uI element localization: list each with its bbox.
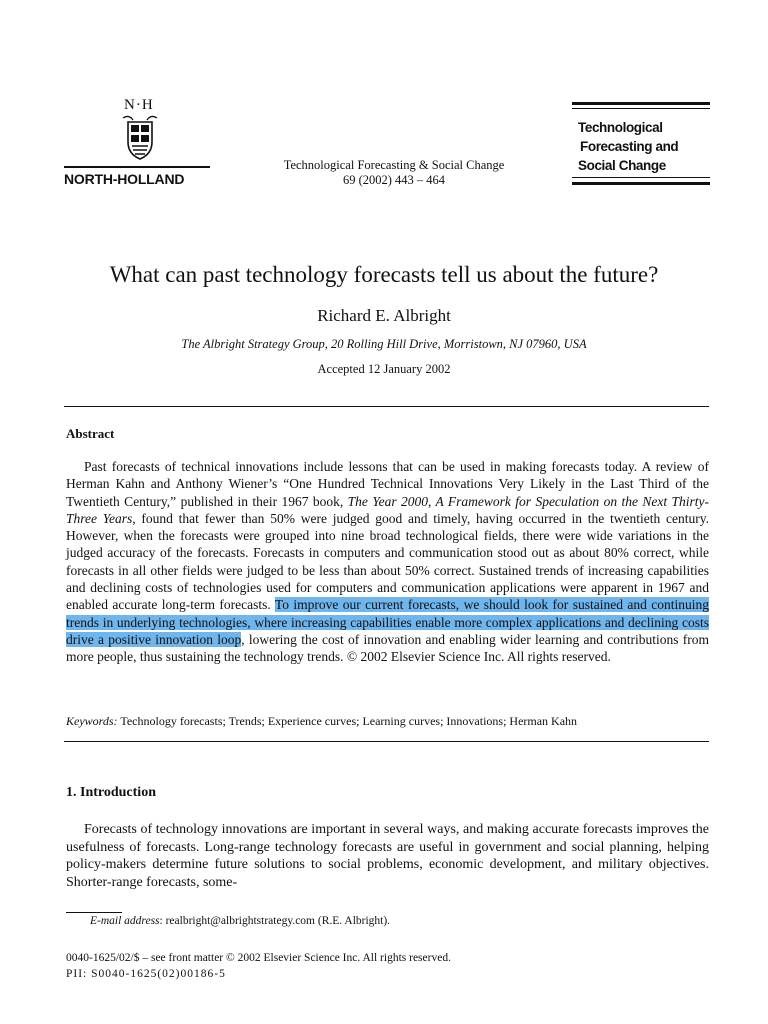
author-affiliation: The Albright Strategy Group, 20 Rolling Hill Drive, Morristown, NJ 07960, USA — [181, 337, 587, 351]
article-author: Richard E. Albright — [317, 306, 451, 325]
divider-top — [64, 406, 709, 407]
abstract-heading: Abstract — [66, 426, 115, 441]
publisher-monogram — [124, 98, 154, 112]
publisher-rule — [64, 166, 210, 168]
article-title: What can past technology forecasts tell us about the future? — [109, 262, 659, 287]
keywords-line — [66, 714, 709, 729]
footnote-rule — [66, 912, 122, 913]
logo-line-3: Social Change — [578, 158, 666, 173]
divider-bottom — [64, 741, 709, 742]
footnote-label: E-mail address — [90, 915, 160, 927]
publisher-emblem-icon — [119, 112, 161, 162]
logo-line-2: Forecasting and — [580, 139, 679, 154]
journal-volume: 69 (2002) 443 – 464 — [342, 173, 446, 187]
footnote-email[interactable]: : realbright@albrightstrategy.com (R.E. Albright). — [159, 915, 391, 927]
keywords-label: Keywords: — [66, 714, 118, 728]
introduction-paragraph: Forecasts of technology innovations are important in several ways, and making accurate forecasts improves the usefulness of forecasts. Long-range technology forecasts are useful in government and social planning, helping policy-makers determine future solutions to social problems, economic development, and military objectives. Shorter-range forecasts, some- — [66, 822, 709, 890]
footnote — [90, 915, 390, 927]
journal-name: Technological Forecasting & Social Change — [283, 158, 505, 172]
publisher-name: NORTH-HOLLAND — [64, 171, 185, 187]
keywords-list: Technology forecasts; Trends; Experience curves; Learning curves; Innovations; Herman Kahn — [120, 714, 578, 728]
front-matter — [66, 950, 451, 982]
abstract-body — [66, 458, 709, 666]
abstract-paragraph — [66, 458, 709, 666]
copyright-line: 0040-1625/02/$ – see front matter © 2002 Elsevier Science Inc. All rights reserved. — [66, 952, 451, 964]
introduction-body — [66, 821, 709, 891]
logo-rule-bottom — [572, 182, 710, 185]
journal-logo-title — [578, 118, 678, 175]
abstract-text-2: , found that fewer than 50% were judged good and timely, having occurred in the twentieth century. However, when the forecasts were grouped into nine broad technological fields, there were wide variations in the judged accuracy of the forecasts. Forecasts in computers and communication stood out as about 80% correct, while forecasts in all other fields were judged to be less than about 50% correct. Sustained trends of increasing capabilities and declining costs of technologies used for computers and communication applications were apparent in 1967 and enabled accurate long-term forecasts. — [66, 510, 709, 613]
highlighted-selection[interactable]: To improve our current forecasts, we should look for sustained and continuing trends in underlying technologies, where increasing capabilities enable more complex applications and declining costs drive a positive innovation loop — [66, 597, 709, 647]
logo-line-1: Technological — [578, 120, 663, 135]
logo-rule-top-thin — [572, 108, 710, 109]
abstract-book-title: The Year 2000, A Framework for Speculation on the Next Thirty-Three Years — [66, 493, 709, 526]
monogram-top: N·H — [124, 97, 154, 113]
pii-line: PII: S0040-1625(02)00186-5 — [66, 968, 226, 980]
accepted-date: Accepted 12 January 2002 — [317, 362, 451, 376]
journal-citation-block — [256, 158, 532, 188]
logo-rule-bottom-thin — [572, 177, 710, 178]
abstract-text-3: , lowering the cost of innovation and enabling wider learning and contributions from more people, thus sustaining the technology trends. © 2002 Elsevier Science Inc. All rights reserved. — [66, 631, 709, 665]
logo-rule-top — [572, 102, 710, 105]
abstract-text-1: Past forecasts of technical innovations include lessons that can be used in making forecasts today. A review of Herman Kahn and Anthony Wiener’s “One Hundred Technical Innovations Very Likely in the Last Third of the Twentieth Century,” published in their 1967 book, — [66, 459, 709, 509]
section-heading-introduction: 1. Introduction — [66, 785, 156, 800]
